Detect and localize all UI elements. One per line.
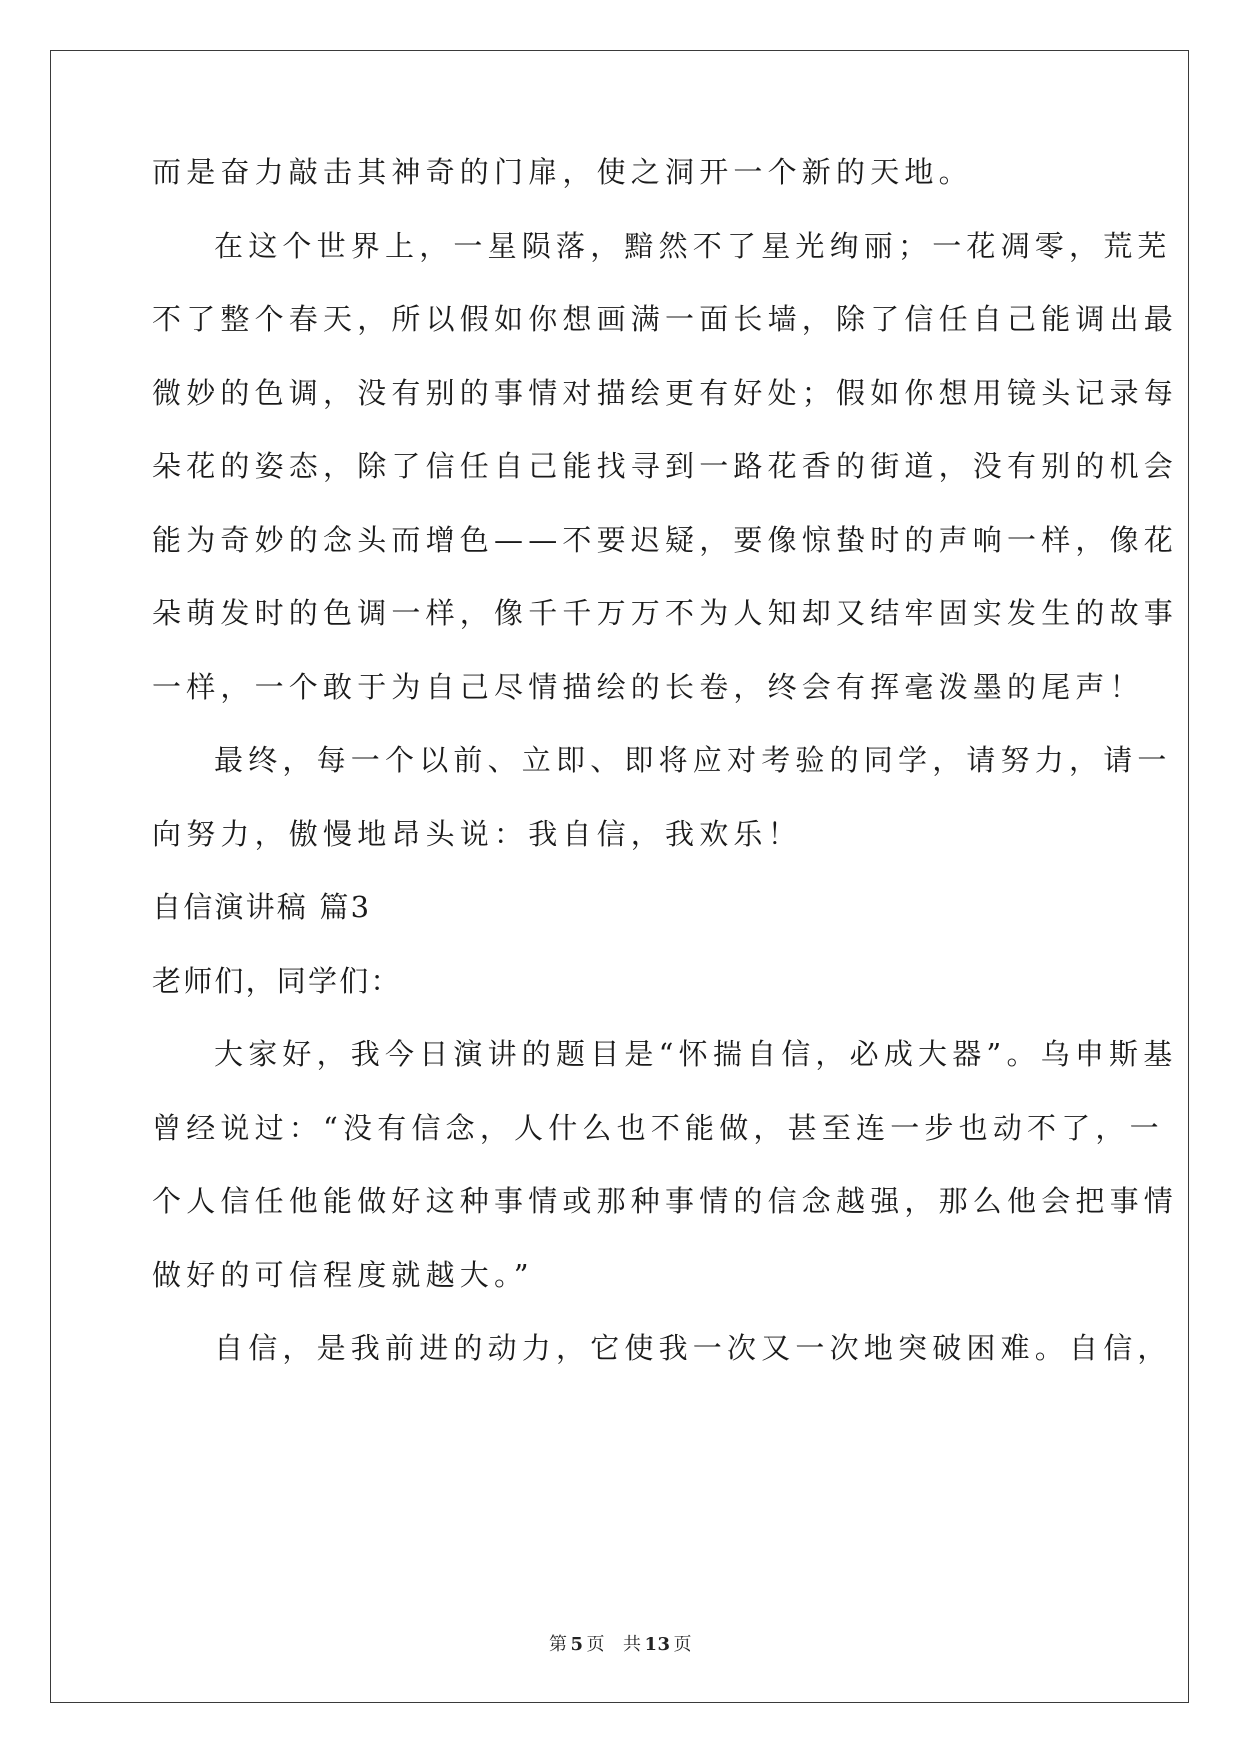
section-heading: 自信演讲稿 篇3	[152, 890, 372, 924]
page-border	[50, 50, 1189, 1703]
text-line: 自信，是我前进的动力，它使我一次又一次地突破困难。自信，	[214, 1331, 1172, 1365]
footer-total-suffix: 页	[673, 1634, 693, 1655]
page-number: 5	[570, 1634, 584, 1655]
text-line: 能为奇妙的念头而增色——不要迟疑，要像惊蛰时的声响一样，像花	[152, 523, 1179, 557]
page-footer	[0, 1630, 1241, 1656]
text-line: 做好的可信程度就越大。”	[152, 1258, 534, 1292]
text-line: 不了整个春天，所以假如你想画满一面长墙，除了信任自己能调出最	[152, 302, 1179, 336]
text-line: 个人信任他能做好这种事情或那种事情的信念越强，那么他会把事情	[152, 1184, 1179, 1218]
footer-total-prefix: 共	[622, 1634, 642, 1655]
text-line: 而是奋力敲击其神奇的门扉，使之洞开一个新的天地。	[152, 155, 973, 189]
text-line: 大家好，我今日演讲的题目是“怀揣自信，必成大器”。乌申斯基	[214, 1037, 1178, 1071]
text-line: 朵萌发时的色调一样，像千千万万不为人知却又结牢固实发生的故事	[152, 596, 1179, 630]
text-line: 一样，一个敢于为自己尽情描绘的长卷，终会有挥毫泼墨的尾声！	[152, 670, 1144, 704]
text-line: 最终，每一个以前、立即、即将应对考验的同学，请努力，请一	[214, 743, 1172, 777]
salutation: 老师们，同学们：	[152, 964, 402, 998]
text-line: 微妙的色调，没有别的事情对描绘更有好处；假如你想用镜头记录每	[152, 376, 1179, 410]
footer-page-suffix: 页	[586, 1634, 605, 1655]
total-pages: 13	[644, 1634, 671, 1655]
footer-prefix: 第	[548, 1634, 568, 1655]
text-line: 在这个世界上，一星陨落，黯然不了星光绚丽；一花凋零，荒芜	[214, 229, 1172, 263]
text-line: 朵花的姿态，除了信任自己能找寻到一路花香的街道，没有别的机会	[152, 449, 1179, 483]
text-line: 向努力，傲慢地昂头说：我自信，我欢乐！	[152, 817, 802, 851]
text-line: 曾经说过：“没有信念，人什么也不能做，甚至连一步也动不了，一	[152, 1111, 1164, 1145]
